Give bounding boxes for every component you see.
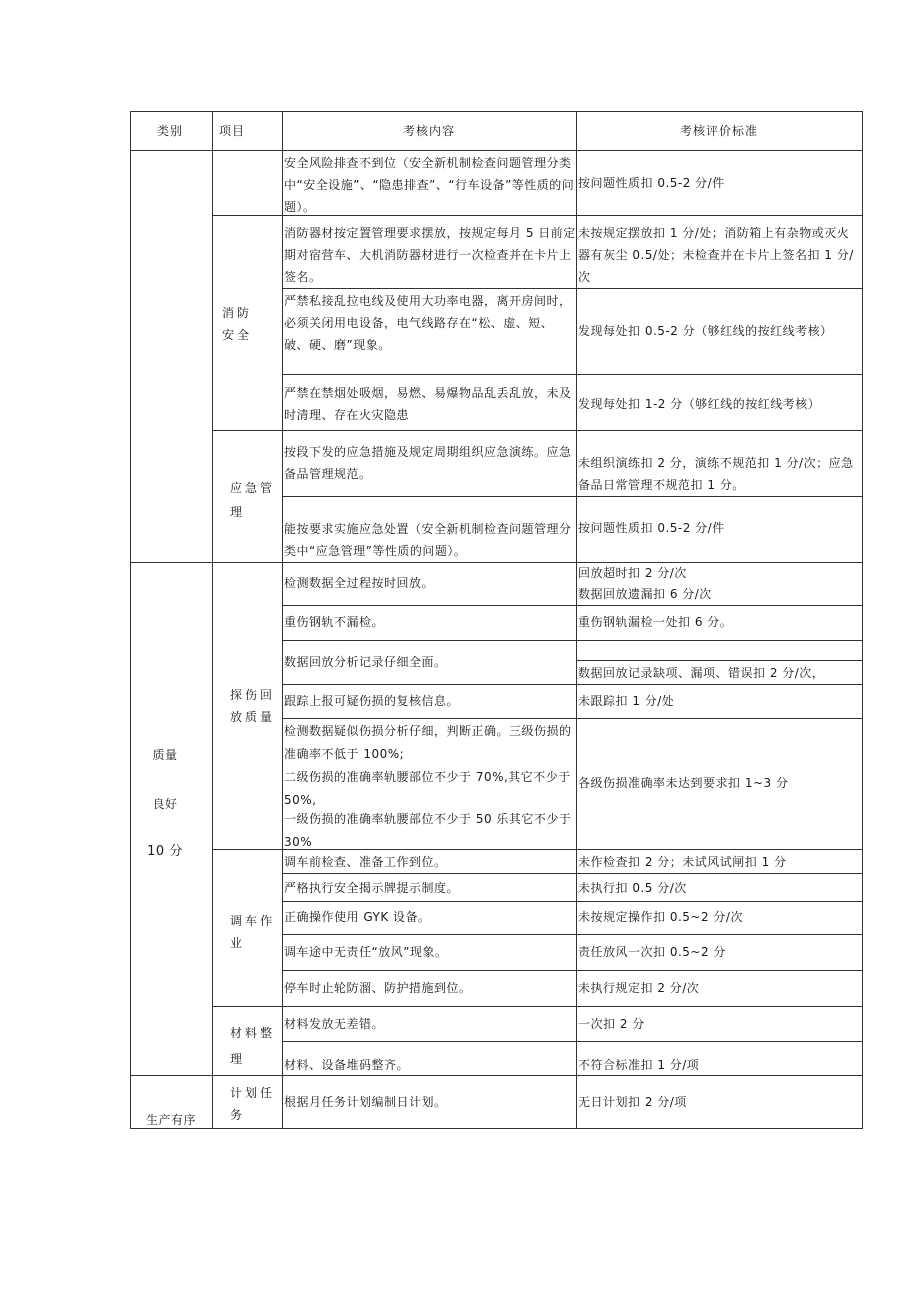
standard-cell: 未组织演练扣 2 分，演练不规范扣 1 分/次；应急备品日常管理不规范扣 1 分。 — [578, 456, 854, 492]
standard-cell: 一次扣 2 分 — [578, 1017, 645, 1031]
row-divider — [282, 873, 863, 874]
table-border-right — [862, 111, 863, 1129]
item-emergency: 应急管理 — [230, 481, 276, 519]
category-quality-line3: 10 分 — [147, 844, 183, 859]
item-fire-safety: 消防安全 — [222, 306, 253, 342]
row-divider — [576, 660, 863, 661]
content-cell: 能按要求实施应急处置（安全新机制检查问题管理分类中“应急管理”等性质的问题）。 — [284, 522, 572, 558]
header-item: 项目 — [218, 124, 245, 138]
content-cell: 数据回放分析记录仔细全面。 — [284, 655, 447, 669]
row-divider — [282, 718, 863, 719]
content-cell: 严禁私接乱拉电线及使用大功率电器，离开房间时，必须关闭用电设备，电气线路存在“松、虚、短、破、硬、磨”现象。 — [284, 294, 572, 352]
item-material: 材料整理 — [230, 1026, 276, 1066]
row-divider — [282, 1041, 863, 1042]
standard-cell: 未作检查扣 2 分；未试风试闸扣 1 分 — [578, 855, 787, 869]
content-cell: 检测数据全过程按时回放。 — [284, 576, 435, 590]
category-quality-line1: 质量 — [152, 748, 178, 762]
standard-cell: 未执行扣 0.5 分/次 — [578, 881, 687, 895]
content-cell: 重伤钢轨不漏检。 — [284, 615, 385, 629]
row-divider — [282, 496, 863, 497]
standard-cell: 按问题性质扣 0.5-2 分/件 — [578, 521, 725, 535]
content-cell: 严格执行安全揭示牌提示制度。 — [284, 881, 460, 895]
content-cell: 材料发放无差错。 — [284, 1017, 385, 1031]
standard-cell: 数据回放记录缺项、漏项、错误扣 2 分/次， — [578, 666, 825, 680]
column-divider — [576, 111, 577, 1129]
content-cell: 安全风险排查不到位（安全新机制检查问题管理分类中“安全设施”、“隐患排查”、“行车设备”等性质的问题）。 — [284, 156, 575, 214]
item-shunting: 调车作业 — [230, 914, 276, 950]
standard-cell: 未跟踪扣 1 分/处 — [578, 694, 675, 708]
row-divider — [282, 901, 863, 902]
row-divider — [212, 430, 863, 431]
row-divider — [282, 374, 863, 375]
row-divider — [282, 684, 863, 685]
content-cell: 消防器材按定置管理要求摆放，按规定每月 5 日前定期对宿营车、大机消防器材进行一次检查并在卡片上签名。 — [284, 226, 576, 284]
standard-cell: 重伤钢轨漏检一处扣 6 分。 — [578, 615, 733, 629]
item-plan: 计划任务 — [230, 1086, 276, 1122]
content-cell: 一级伤损的准确率轨腰部位不少于 50 乐其它不少于 30% — [284, 812, 572, 849]
row-divider — [282, 640, 863, 641]
row-divider — [130, 150, 863, 151]
table-border-top — [130, 111, 863, 112]
standard-cell: 不符合标准扣 1 分/项 — [578, 1058, 700, 1072]
standard-cell: 数据回放遗漏扣 6 分/次 — [578, 587, 712, 601]
content-cell: 调车前检查、准备工作到位。 — [284, 855, 447, 869]
standard-cell: 回放超时扣 2 分/次 — [578, 566, 687, 580]
content-cell: 按段下发的应急措施及规定周期组织应急演练。应急备品管理规范。 — [284, 445, 572, 481]
standard-cell: 发现每处扣 1-2 分（够红线的按红线考核） — [578, 397, 821, 411]
content-cell: 调车途中无责任“放风”现象。 — [284, 945, 448, 959]
item-flaw-playback: 探伤回放质量 — [230, 688, 276, 724]
column-divider — [282, 111, 283, 1129]
row-divider — [282, 970, 863, 971]
content-cell: 根据月任务计划编制日计划。 — [284, 1095, 447, 1109]
content-cell: 严禁在禁烟处吸烟，易燃、易爆物品乱丢乱放，未及时清理、存在火灾隐患 — [284, 386, 572, 422]
standard-cell: 未按规定摆放扣 1 分/处；消防箱上有杂物或灭火器有灰尘 0.5/处；未检查并在卡片上签名扣 1 分/次 — [578, 226, 854, 284]
content-cell: 二级伤损的准确率轨腰部位不少于 70%,其它不少于 50%, — [284, 770, 571, 807]
header-content: 考核内容 — [402, 124, 455, 138]
standard-cell: 无日计划扣 2 分/项 — [578, 1095, 687, 1109]
table-border-bottom — [130, 1128, 863, 1129]
standard-cell: 未按规定操作扣 0.5~2 分/次 — [578, 910, 743, 924]
standard-cell: 各级伤损准确率未达到要求扣 1~3 分 — [578, 776, 789, 790]
standard-cell: 未执行规定扣 2 分/次 — [578, 981, 700, 995]
row-divider — [282, 605, 863, 606]
row-divider — [212, 1006, 863, 1007]
content-cell: 正确操作使用 GYK 设备。 — [284, 910, 431, 924]
standard-cell: 按问题性质扣 0.5-2 分/件 — [578, 176, 725, 190]
header-standard: 考核评价标准 — [679, 124, 758, 138]
header-category: 类别 — [156, 124, 183, 138]
table-border-left — [130, 111, 131, 1129]
content-cell: 材料、设备堆码整齐。 — [284, 1058, 410, 1072]
standard-cell: 发现每处扣 0.5-2 分（够红线的按红线考核） — [578, 324, 833, 338]
category-production: 生产有序 — [145, 1113, 196, 1127]
row-divider — [282, 288, 863, 289]
row-divider — [282, 934, 863, 935]
content-cell: 检测数据疑似伤损分析仔细，判断正确。三级伤损的准确率不低于 100%; — [284, 724, 572, 761]
column-divider — [212, 111, 213, 1129]
standard-cell: 责任放风一次扣 0.5~2 分 — [578, 945, 726, 959]
content-cell: 停车时止轮防溜、防护措施到位。 — [284, 981, 472, 995]
category-quality-line2: 良好 — [152, 797, 178, 811]
content-cell: 跟踪上报可疑伤损的复核信息。 — [284, 694, 460, 708]
